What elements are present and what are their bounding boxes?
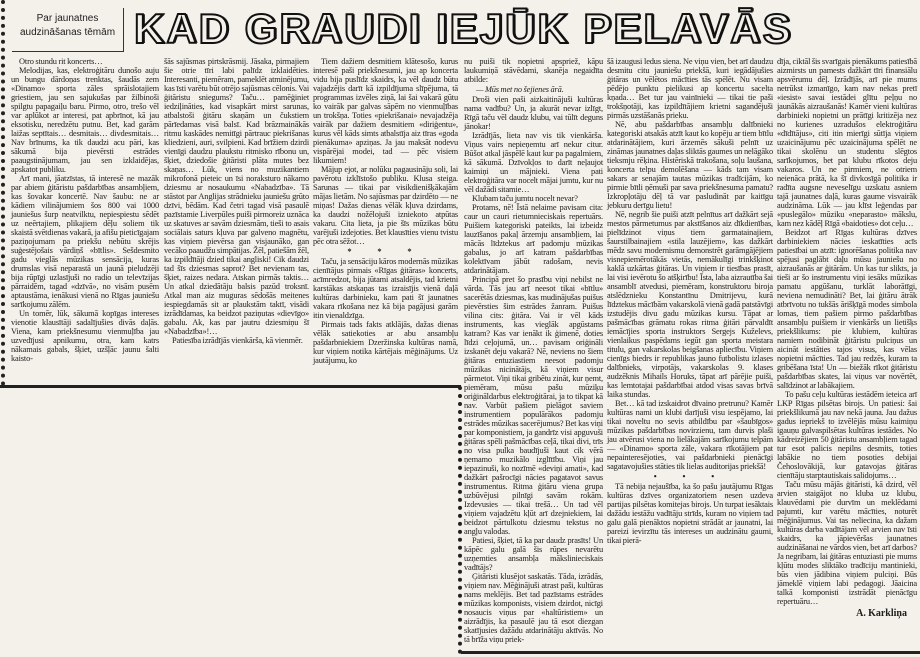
paragraph: Principā pret šo prasību viņi nebilst ne vārda. Tās jau arī neesot tikai «bītlu» sacerētās dziesmas, kas mudinājušas puišus pievērsties šim estrādes žanram. Puišus vilina cits: ģitāra. Vai ir vēl kāds instruments, kas vieglāk apgūstams katram? Kas var ienākt ik ģimenē, doties līdzi ceļojumā, un… pavisam oriģināli izskanēt deju vakarā? Nē, neviens no šiem ģitāras entuziastiem neesot padomju mūzikas nicinātājs, kā viņiem visur pārmetot. Viņi tikai gribētu zināt, kur ņemt, piemēram, mūsu pašu mūziķu oriģināldarbus elektroģitārai, ja to tikpat kā nav. Varbūt pašiem pielāgot saviem instrumentiem populārākos padomju estrādes mūzikas sacerējumus? Bet kas viņi par komponistiem, ja gandrīz visi apguvuši ģitāras spēli pašmācības ceļā, tikai divi, trīs no visa pulka baudījuši kaut cik vērā ņemamo muzikālo izglītību. Viņi jau iepazinuši, ko nozīmē «deviņi amati», kad dažkārt pašrocīgi nācies pagatavot savus instrumentus. Ritma ģitāru viena grupa uzbūvējusi pilnīgi savām rokām. Izdevusies — tikai trešā… Un tad vēl viņiem vajadzētu kļūt arī dzejniekiem, lai beidzot pārtulkotu dziesmu tekstus no angļu valodas. [464, 275, 603, 536]
paragraph: Klubam taču jumtu nocelt nevar? [472, 194, 578, 203]
paragraph: šās sajūsmas pirtskrāsmij. Jāsaka, pirmajiem šie otrie tīri labi palīdz izklaidēties. Interesanti, piemēram, pameklēt atminējumu, kas īsti varētu būt otrējo sajūsmas cēlonis. Vai ģitāristu sniegums? Taču… pamēģiniet iedziļināties, kad visapkārt mirst sarunas, atbalstoši ģitāru skaņām un čukstiem pārīedamas visā balsī. Kad brāzmainākās ritmu kaskādes nemitīgi pārtrauc piekrišanas kliedzieni, auri, svilpieni. Kad brīžiem dzirdi vienīgi daudzu plaukstu ritmisko rībonu un, šķiet, dziedošie ģitāristi plāta mutes bez skaņas… Lūk, viens no muzikantiem mikrofonā pieteic un īsi noraksturo nākamo dziesmu ar nosaukumu «Nabadzība». Tā stāstot par Anglijas strādnieku jauniešu grūto dzīvi, bēdām. Kad četri tagad visā pasaulē pazīstamie Liverpūles puiši pirmoreiz uznāca uz skatuves ar savām dziesmām, tieši to asais sociālais saturs kļuva par galveno magnētu, kas viņiem pievērsa gan visjaunāko, gan vecāko paaudžu simpātijas. Žēl, patiešām žēl, ka izpildītāji dzied tikai angliski! Cik daudzi tad šīs dziesmas saprot? Bet nevienam tas, šķiet, raizes nedara. Atskan pirmās taktis… Un atkal dziedātāju balsis pazūd troksnī. Atkal man aiz muguras sēdošās meitenes iespiegdamās sit ar plaukstām taktī, visādi izrādīdamas, ka beidzot paziņutas «dievīgo» gabalu. Ak, kas par jautru dziesmiņu šī «Nabadzība»!… [164, 57, 309, 336]
section-separator: * * * [347, 247, 424, 256]
rubric-box [12, 8, 124, 52]
divider-rule [0, 385, 461, 388]
paragraph: Patiesi, šķiet, tā ka par daudz prasīts! Un kāpēc galu galā šis rūpes nevarētu uzņemties ansambļa mākslinieciskais vadītājs? [464, 536, 603, 572]
rubric-line-1: Par jaunatnes [36, 13, 99, 24]
paragraph: Droši vien paši aizkaitinājuši kultūras nama vadību? Un, ja akurāt nevar izlīgt, Rīgā taču vēl daudz klubu, vai tūlīt deguns jānokar! [464, 95, 603, 131]
article-headline: KAD GRAUDI IEJŪK PELAVĀS [134, 5, 793, 52]
section-separator: • • • [653, 472, 727, 481]
paragraph: Pirmais tads fakts atklājās, dažas dienas vēlāk satiekoties ar abu ansambļu pašdarbniekiem Dzeržinska kultūras namā, kur viņiem notika kārtējais mēģinājums. Uz jautājumu, ko [313, 320, 458, 365]
article-column-5 [607, 57, 773, 545]
article-column-1 [11, 57, 159, 363]
paragraph: Protams, nē! Īstā nelaime pavisam cita: caur un cauri rietumnieciskais repertuārs. Puišiem kategoriski pateikts, lai izbeidz lauzīšanos pakaļ ārzemju ansambļiem, lai mācās līdztekus arī padomju mūzikas gabalus, jo arī katram pašdarbības kolektīvam jābūt radošam, nevis atdarinātājam. [464, 203, 603, 275]
left-border-decoration [1, 0, 5, 386]
paragraph: Melodijas, kas, elektroģitāru dunošo auju un bungu dārdoņas trenktas, šaudās zem «Dinamo» sporta zāles sprāislotajiem griestiem, jau sen sajukušas par žilbinoši spilgtu papagaiļu baru. Pirmo, otro, trešo vēl var aplūkot ar interesi, pat apbrīnot, kā jau eksotisku, neredzētu putnu. Bet, kad garām laižas septītais… desmitais… divdesmitais… Nav brīnums, ka tik daudzi acu pāri, kas sākumā bija pievērsti estrādes paaugstinājumam, jau sen izklaidējas, apskatot publiku. [11, 66, 159, 174]
paragraph: Ģitāristi klusējot saskatās. Tāda, izrādās, viņiem nav. Mēģinājuši atrast paši, kultūras nams meklējis. Bet tad pazīstams estrādes mūzikas komponists, visiem dzirdot, nicīgi nosaucis viņus par «haltūristiem» un aizrādījis, ka pasaulē jau tā esot diezgan skatījusies dažādu atdarinātāju aktīvās. No tā brīža viņu priek- [464, 572, 603, 644]
article-column-3 [313, 57, 458, 365]
article-column-4 [464, 57, 603, 644]
paragraph: Arī mani, jāatzīstas, tā interesē ne mazāk par abiem ģitāristu pašdarbības ansambļiem, kas šovakar koncertē. Nav šaubu: ne ar kādiem vilinājumiem šos 800 vai 1000 jauniešus šurp neatvilktu, nepiespiestu sēdēt uz neērtajiem, plikajiem dēļu soliem tik skaistā svētdienas vakarā, ja afišu pieticīgajam paziņojumam pa priekšu nebūtu skrējis suģestējošais vārdiņš «bītlis». Sešdesmito gadu vieglās mūzikas sensācija, kuras drumslas visā neparastā un jaunā pieludzēji bija rūpīgi uzlasījuši no radio un televīzijas pārraidēm, tagad «dzīvā», no visām pusēm aptaustāma, ienākusi vienā no Rīgas jauniešu sarīkojumu zālēm. [11, 174, 159, 309]
paragraph: To pašu ceļu kultūras iestādēm ieteica arī LKP Rīgas pilsētas birojs. Un patiesi: šai priekšlikumā jau nav nekā jauna. Jau dažus gadus iepriekš to izvēlējās mūsu kaimiņu igauņu galvaspilsētas kultūras iestādes. No kādreizējiem 50 ģitāristu ansambļiem tagad tur esot palicis nepilns desmits, toties labākie no tiem posoties debijai Čehoslovākijā, kur gatavojas ģitāras cienītāju starptautiskais salidojums… [777, 390, 917, 480]
paragraph: Nē, abu pašdarbības ansambļu dalībnieki kategoriski atsakās atzīt kaut ko kopēju ar tiem bītlu atdarinātājiem, kuri ārzemēs sākuši pelnīt uz zināmas jaunatnes daļas sliktās gaumes un nelāgāko tieksmju rēķina. Histēriskā trakošana, soļu laušana, koncerta telpu demolēšana — kāds tam visam sakars ar senajām tautas mūzikas tradīcijām, ko pirmie bītli ņēmuši par sava priekšnesuma pamatu? Izkropļotāju dēļ tā var pasludināt par kaitīgu jebkuru derīgu lietu! [607, 120, 773, 210]
divider-rule-vertical [458, 386, 462, 654]
paragraph: nu puiši tik nopietni apspriež, kāpu laukumiņā stāvēdami, skanēja negaidīta atbilde: [464, 57, 603, 84]
paragraph: Beidzot arī Rīgas kultūras dzīves darbiniekiem nācies ieskatīties acīs patiesībai un atzīt: ignorēšanas politika nav spējusi paglābt daļu mūsu jauniešu no aizraušanās ar ģitārām. Un kas tur slikts, ja tieši ar šo instrumentu viņi iesāks mūzikas pamatu apgūšanu, turklāt laborātīgi, neviena nemudināti? Bet, lai ģitāru ātrāk atbrīvotu no tukšās ārišķīgā modes simbola lomas, tiem pašiem pirmo pašdarbības ansambļu puišiem ir vienkāršs un lietišķs priekšlikums: pie klubiem, kultūras namiem nodibināt ģitāristu pulciņus un aicināt iestāties tajos visus, kas vēlas nopietni mācīties. Tad jau redzēs, kuram ta gribēšana īsta! Un — biežāk rīkot ģitāristu pašdarbības skates, lai viņus var novērtēt, salīdzinot ar labākajiem. [777, 228, 917, 390]
paragraph: Patiesība izrādījās vienkārša, kā vienmēr. [172, 336, 303, 345]
article-column-6 [777, 57, 917, 620]
paragraph: dīja, ciktāl šis svarīgais pienākums patiesībā aizmirsts un pamests dažkārt tīri finansiālu apsvērumu dēļ. Izrādījās, arī pie mums netrūkst izmanīgo, kam nav nekas pretī «iesist» savai iestādei glītu peļņu no jaunākās aizraušanās! Kamēr vieni kultūras darbinieki nopietni un prātīgi kritizēja nez no kurienes uzradušos elektroģitāru «dīdītājus», citi itin mierīgi sūtīja viņiem uzaicinājumu pēc uzaicinājuma spēlēt ne tikai skolēnu un studentu slēgtos sarīkojumos, bet pat klubu rīkotos deju vakaros. Un ne pirmiem, ne otriem neienāca prātā, ka šī divkosīgā politika ir radīta augsne neveselīgu uzskatu asniem tajā jaunatnes daļā, kuras gaume visvairāk audzināma. Lūk — jau klīst leģendas par «puslegālo» mūziku «neparasto» mākslu, kam nez kādēļ Rīgā «baidoties» dot ceļu… [777, 57, 917, 228]
paragraph: Nē, negrib šie puiši atzīt pelnītus arī dažkārt sejā mestos pārmetumus par akstīšanos aiz dīkdienības, pielīdzinot viņus tiem garmatainajiem, šaurstilbainajiem «stila lauzējiem», kas dažkārt mēdz savu modernismu demonstrēt garāmgājējiem visnepiemērotākās vietās, nemākulīgi trinkšķinot kaklā uzkārtas ģitāras. Un viņiem ir tiesības prasīt, lai visi ievērotu šo atšķirību! Īsta, laba aizrautība šai ansamblī atvedusi, piemēram, konstruktoru biroja atslēdznieku Konstantīnu Dmitrijevu, kurā līdztekus mācībām vakarskolā vienā gadā patstāvīgi izstudējis divu gadu mūzikas kursu. Tāpat ar pašmācības grāmatu rokas ritma ģitāri pārvaldīt iemācījies sporta instruktors Sergejs Kuželevs, vienlaikus paspēdams iegūt gan sporta meistara titulu, gan vakarskolas beigšanas apliecību. Viņiem cienīgs biedrs ir republikas jauno futbolistu izlases dalībnieks, virpotājs, vakarskolas 9. klases audzēknis Mihails Horuks, tāpat arī pārējie puiši, kas lemtotajai pašdarbībai atdod visas savas brīvā laika stundas. [607, 210, 773, 399]
paragraph: Izrādījās, lieta nav vis tik vienkārša. Viņus vairs nepieņemtu arī nekur citur. Būšot atkal jāspēlē kaut kur pa pagalmiem, kā sākumā. Dzīvokļos to darīt neļaujot kaimiņi un mājnieki. Viena pati elektroģitāra var nocelt mājai jumtu, kur nu vēl dažādi sitamie… [464, 131, 603, 194]
paragraph: Tā nebija nejaušība, ka šo pašu jautājumu Rīgas kultūras dzīves organizatoriem nesen uzdeva partijas pilsētas komitejas birojs. Un turpat iesāktais dažādu iestāžu vadītāju strīds, kuram no viņiem tad galu galā pienāktos nopietni strādāt ar jaunatni, lai pareizi ievirzītu tās intereses un audzinātu gaumi, tikai pierā- [607, 482, 773, 545]
paragraph: Tiem dažiem desmitiem klātesošo, kurus interesē paši priekšnesumi, jau ap koncerta vidu bija puslīdz skaidrs, ka vēl daudz būtu vajadzējis darīt kā izpildījuma slīpējuma, tā programmas izvēles ziņā, lai šai vakarā gūtu ko vairāk par galvas sāpēm no vienmuļības un trokšņa. Toties «piekrišanai» nevajadzēja vairāk par dažiem desmitiem «diriģentu», kurus vēl kāds simts atbalstīja aiz tīras «goda pienākuma» apziņas. Ja jau maksāt nodevu vispārējai modei, tad — pēc visiem likumiem! [313, 57, 458, 165]
author-signature: A. Karkliņa [856, 608, 907, 619]
quote: — Mūs met no šejienes ārā. [476, 85, 564, 94]
paragraph: Mājup ejot, ar nolūku pagausināju soli, lai pavērotu izklīstošo publiku. Klusa steiga. Sarunas — tikai par visikdienišķākajām mājas lietām. No sajūsmas par dzirdēto — ne miņas! Dažas dienas vēlāk kļuva dzirdams, ka daudzi nožēlojuši izniekoto atpūtas vakaru. Cita lieta, ja pie šīs mūzikas būtu varējuši izdejoties. Bet klausīties vienu tvistu pēc otra sēžot… [313, 165, 458, 246]
paragraph: Un tomēr, lūk, sākumā kopīgas intereses vienotie klausītāji sadalījušies divās daļās. Viena, kam priekšnesumu vienmuļība jau uzvedījusi apnikumu, otra, kam katrs nākamais gabals, šķiet, uzšļāc jaunu šalti kaisto- [11, 309, 159, 363]
article-column-2 [164, 57, 309, 345]
rubric-line-2: audzināšanas tēmām [19, 27, 116, 38]
paragraph: šā izaugusi ledus siena. Ne viņu vien, bet arī daudzu desmitu citu jauniešu priekšā, kuri iegādājušies ģitāras un vēlētos mācīties tās spēlēt. Nu visam pēdējo punktu pielikusi ap koncertu sacelta kņada… Bet tur jau vainīnieki — tikai tie paši trokšņotāji, kas izpildītājiem krietni sagandējuši pirmās uzstāšanās prieku. [607, 57, 773, 120]
paragraph: Otro stundu rit koncerts… [19, 57, 103, 66]
paragraph: Bet… kā tad izskaidrot dīvaino pretrunu? Kamēr kultūras nami un klubi darījuši visu iespējamo, lai tikai noveltu no sevis atbildību par «šaubīgos» mūzikas pašdarbības novirzienu, tam durvis plaši jau atvērusi viena no lielākajām sarīkojumu telpām — «Dinamo» sporta zāle, vakara rīkotājiem pat nepainteresējoties, vai pašdarbnieki pienācīgi sagatavojušies stāties tik lielas auditorijas priekšā! [607, 399, 773, 471]
bottom-rule [461, 651, 920, 654]
paragraph: Taču, ja sensāciju kāros modernās mūzikas cienītājus pirmais «Rīgas ģitāras» koncerts, acīmredzot, bija jūtami atsaldējis, tad krietni karstākas atskaņas tas izraisījis vienā daļā kultūras darbinieku, kam pati šī jaunatnes vakara rīkošana nez kā bija pagājusi garām itin vienaldzīga. [313, 257, 458, 320]
paragraph: Taču mūsu mājās ģitāristi, kā dzird, vēl arvien staigājot no kluba uz klubu, klauvēdami pie durvīm un meklēdami pajumti, kur varētu mācīties, noturēt mēģinājumus. Vai tas neliecina, ka dažam kultūras darba vadītājam vēl arvien nav īsti skaidrs, ka jāpievēršas jaunatnes audzināšanai ne vārdos vien, bet arī darbos? Ja negribam, lai ģitāras entuziasti pie mums kļūtu modes sliktāko tradīciju mantinieki, būs vien jādibina viņiem pulciņi. Būs jāmeklē viņiem labi pedagogi. Jāaicina talkā komponisti izstrādāt pienācīgu repertuāru… [777, 480, 917, 606]
